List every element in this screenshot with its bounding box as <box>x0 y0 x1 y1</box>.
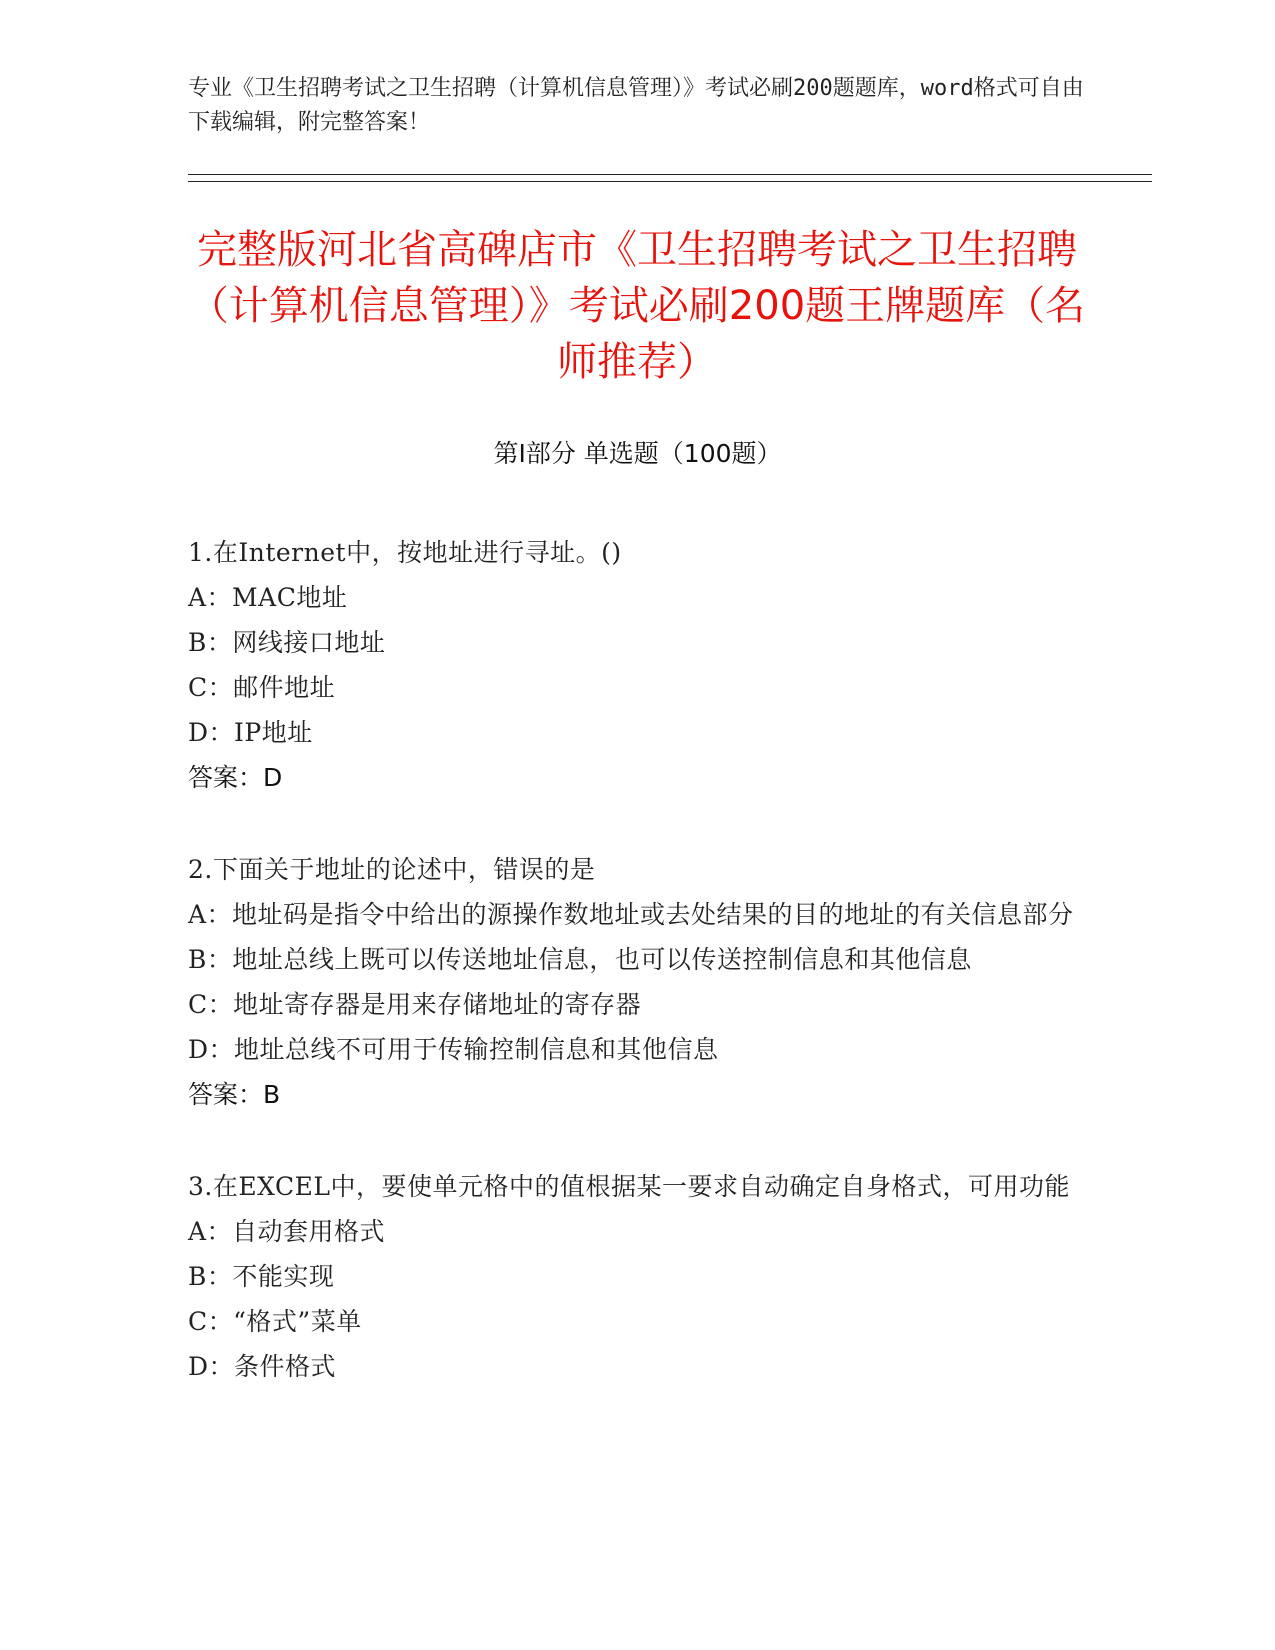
option-a: A：MAC地址 <box>188 583 348 612</box>
question-stem: 1.在Internet中，按地址进行寻址。() <box>188 538 622 567</box>
option-c: C：邮件地址 <box>188 673 336 702</box>
answer: 答案：B <box>188 1080 281 1109</box>
document-title: 完整版河北省高碑店市《卫生招聘考试之卫生招聘（计算机信息管理）》考试必刷200题王牌题库（名师推荐） <box>188 227 1086 385</box>
question-list <box>188 530 1088 1436</box>
option-c: C：“格式”菜单 <box>188 1307 362 1336</box>
option-a: A：地址码是指令中给出的源操作数地址或去处结果的目的地址的有关信息部分 <box>188 900 1074 929</box>
option-c: C：地址寄存器是用来存储地址的寄存器 <box>188 990 642 1019</box>
question-stem: 3.在EXCEL中，要使单元格中的值根据某一要求自动确定自身格式，可用功能 <box>188 1172 1070 1201</box>
question-3 <box>188 1164 1088 1389</box>
option-a: A：自动套用格式 <box>188 1217 386 1246</box>
header-note: 专业《卫生招聘考试之卫生招聘（计算机信息管理）》考试必刷200题题库，word格式可自由下载编辑，附完整答案！ <box>188 76 1084 135</box>
header-divider-bottom <box>188 181 1152 182</box>
answer: 答案：D <box>188 763 283 792</box>
option-b: B：不能实现 <box>188 1262 335 1291</box>
question-1 <box>188 530 1088 800</box>
question-stem: 2.下面关于地址的论述中，错误的是 <box>188 855 596 884</box>
option-d: D：条件格式 <box>188 1352 337 1381</box>
question-2 <box>188 847 1088 1117</box>
option-b: B：地址总线上既可以传送地址信息，也可以传送控制信息和其他信息 <box>188 945 972 974</box>
option-d: D：IP地址 <box>188 718 313 747</box>
section-heading: 第I部分 单选题（100题） <box>493 439 782 468</box>
option-b: B：网线接口地址 <box>188 628 386 657</box>
option-d: D：地址总线不可用于传输控制信息和其他信息 <box>188 1035 719 1064</box>
header-divider-top <box>188 174 1152 175</box>
